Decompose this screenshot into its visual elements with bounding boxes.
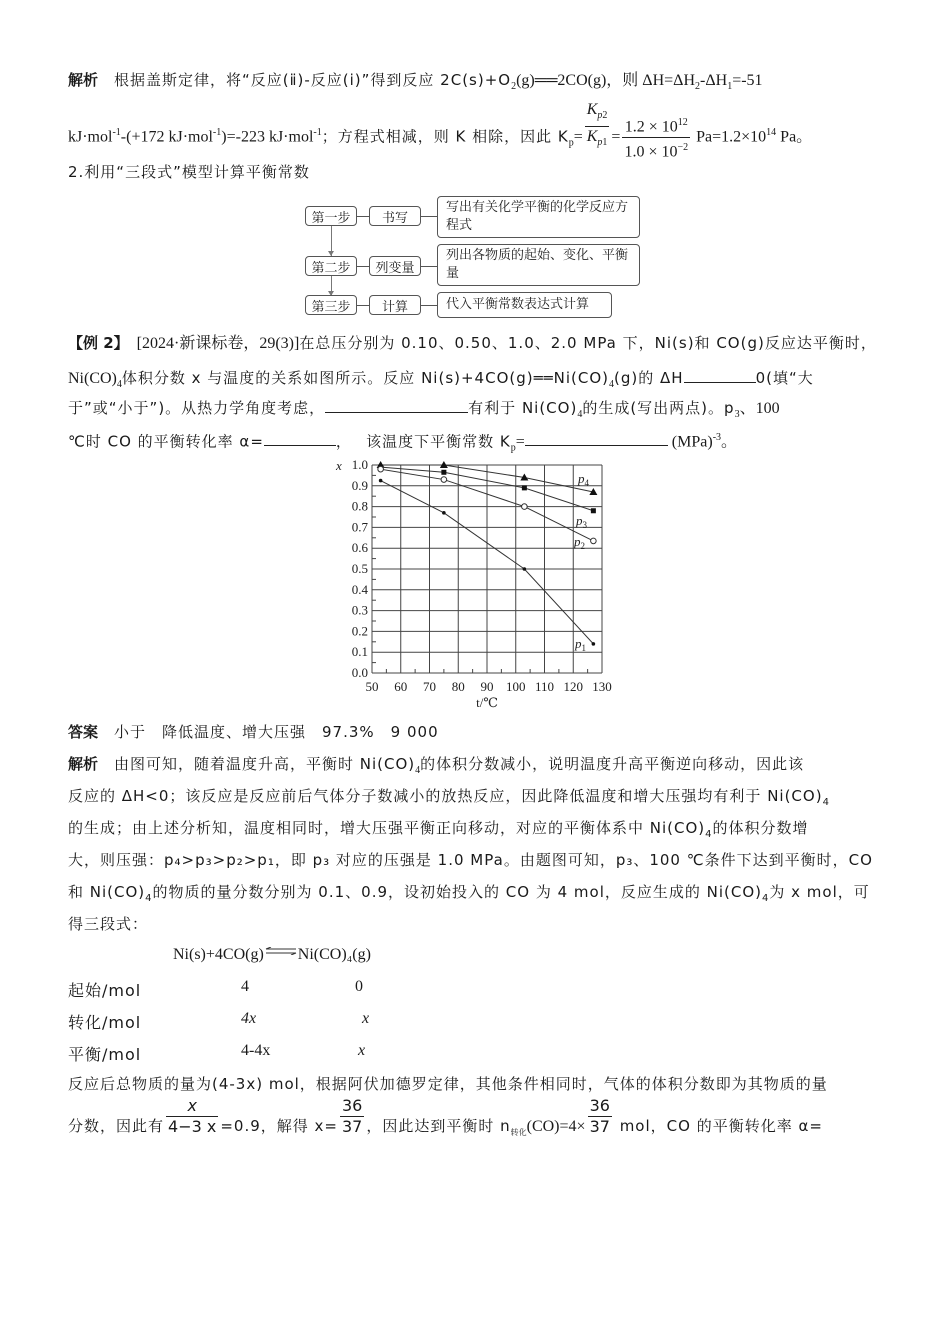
svg-text:t/℃: t/℃ xyxy=(476,695,498,710)
analysis2-line2: 反应的 ΔH<0；该反应是反应前后气体分子数减小的放热反应，因此降低温度和增大压强均有利于 $Ni(CO)_4$ xyxy=(68,787,830,808)
flow-step-1: 第一步 xyxy=(305,206,357,226)
fraction-36-37-b: $\frac{36}{37}$ xyxy=(589,1095,610,1136)
svg-text:0.9: 0.9 xyxy=(351,477,368,493)
svg-text:90: 90 xyxy=(480,679,494,694)
svg-text:130: 130 xyxy=(592,679,612,694)
fraction-x: $\frac{x}{4-3 x}$ xyxy=(168,1095,217,1136)
svg-text:0.4: 0.4 xyxy=(351,581,368,597)
flow-step-2: 第二步 xyxy=(305,256,357,276)
flow-desc-2: 列出各物质的起始、变化、平衡量 xyxy=(437,244,640,286)
conclusion-line1: 反应后总物质的量为(4-3x) mol，根据阿伏加德罗定律，其他条件相同时，气体的体积分数即为其物质的量 xyxy=(68,1075,828,1093)
row-equilibrium-nico: x xyxy=(358,1042,366,1059)
answer-blank-deltaH[interactable] xyxy=(684,366,756,383)
flow-desc-3: 代入平衡常数表达式计算 xyxy=(437,292,612,318)
example-line4: ℃时 CO 的平衡转化率 α= ， 该温度下平衡常数 $K_p= (MPa)^{-3}$。 xyxy=(68,428,737,459)
svg-text:0.5: 0.5 xyxy=(351,561,368,576)
row-change-co: 4x xyxy=(241,1010,257,1027)
flow-action-3: 计算 xyxy=(369,295,421,315)
answer-label: 答案 xyxy=(68,723,99,741)
flow-desc-1: 写出有关化学平衡的化学反应方程式 xyxy=(437,196,640,238)
svg-text:p1: $p_1$ xyxy=(575,636,586,653)
flow-step-3: 第三步 xyxy=(305,295,357,315)
svg-text:0.7: 0.7 xyxy=(351,519,368,535)
svg-text:80: 80 xyxy=(451,679,465,694)
row-label-initial: 起始/mol xyxy=(68,981,142,1000)
svg-text:110: 110 xyxy=(534,679,555,694)
analysis2-line4: 大，则压强：p₄>p₃>p₂>p₁，即 p₃ 对应的压强是 1.0 MPa。由题图可知，p₃、100 ℃条件下达到平衡时，CO xyxy=(68,851,873,869)
answer-blank-conditions[interactable] xyxy=(325,396,468,413)
analysis1-line1: 解析 根据盖斯定律，将“反应(ⅱ)-反应(ⅰ)”得到反应 $2C(s)+O_2(g)══2CO(g)$，则 $\Delta H=\Delta H_2-\Delta H_1=-51$ xyxy=(68,71,763,93)
answer-blank-alpha[interactable] xyxy=(264,429,336,446)
example-line3: 于”或“小于”)。从热力学角度考虑， 有利于 $Ni(CO)_4$的生成(写出两点)。$p_3$、100 xyxy=(68,396,780,425)
svg-text:0.6: 0.6 xyxy=(351,540,368,556)
example-line1: 【例 2】 [2024·新课标卷，29(3)]在总压分别为 0.10、0.50、1.0、2.0 MPa 下，Ni(s)和 CO(g)反应达平衡时， xyxy=(68,334,877,352)
chart-labels xyxy=(335,457,612,710)
svg-text:1.0: 1.0 xyxy=(351,457,368,472)
svg-text:0.3: 0.3 xyxy=(351,602,368,618)
three-stage-equation: Ni(s)+4CO(g) Ni(CO)₄(g) xyxy=(173,946,371,964)
analysis2-line5: 和 $Ni(CO)_4$的物质的量分数分别为 0.1、0.9，设初始投入的 CO 为 4 mol，反应生成的 $Ni(CO)_4$为 x mol，可 xyxy=(68,883,870,904)
svg-text:p3: $p_3$ xyxy=(576,513,587,530)
row-label-equilibrium: 平衡/mol xyxy=(68,1045,142,1064)
line-chart xyxy=(325,455,625,715)
row-label-change: 转化/mol xyxy=(68,1013,142,1032)
row-equilibrium-co: 4-4x xyxy=(241,1042,271,1059)
chart-grid xyxy=(372,465,602,673)
analysis2-line6: 得三段式： xyxy=(68,915,149,933)
example-line2: $Ni(CO)_4$体积分数 x 与温度的关系如图所示。反应 $Ni(s)+4CO(g)══Ni(CO)_4(g)$的 ΔH 0(填“大 xyxy=(68,366,814,395)
answer-blank-kp[interactable] xyxy=(525,429,668,446)
row-initial-nico: 0 xyxy=(355,978,363,995)
svg-text:0.0: 0.0 xyxy=(351,665,368,680)
svg-text:50: 50 xyxy=(365,679,379,694)
fraction-36-37: $\frac{36}{37}$ xyxy=(341,1095,363,1136)
section-title: 2.利用“三段式”模型计算平衡常数 xyxy=(68,163,310,181)
example-label: 【例 2】 xyxy=(68,334,129,352)
answer-text: 小于 降低温度、增大压强 97.3% 9 000 xyxy=(114,723,439,741)
row-change-nico: x xyxy=(362,1010,370,1027)
svg-text:120: 120 xyxy=(563,679,583,694)
analysis2-line3: 的生成；由上述分析知，温度相同时，增大压强平衡正向移动，对应的平衡体系中 $Ni(CO)_4$的体积分数增 xyxy=(68,819,809,840)
chart-axes xyxy=(372,475,588,673)
conclusion-line2: 分数，因此有 $\frac{x}{4-3 x}$ =0.9，解得 x= $\frac{36}{37}$ ，因此达到平衡时 $n_{转化}(CO)=4\times$ $\frac{36}{37}$ mol，CO 的平衡转化率 α= xyxy=(68,1095,823,1138)
analysis-label: 解析 xyxy=(68,71,99,89)
example-source: [2024·新课标卷，29(3)] xyxy=(136,335,300,352)
analysis1-line2: kJ·mol$^{-1}$-(+172 kJ·mol$^{-1}$)=-223 kJ·mol$^{-1}$；方程式相减，则 K 相除，因此 $K_p=$ $\frac{K_{p2}}{K_{p1}}$ = $\frac{1.2 \times 10^{12}}{1.0 \times 10^{-2}}$ $Pa=1.2\times 10^{14}$ Pa。 xyxy=(68,101,813,161)
svg-text:60: 60 xyxy=(394,679,408,694)
analysis2-line1: 解析 由图可知，随着温度升高，平衡时 $Ni(CO)_4$的体积分数减小，说明温度升高平衡逆向移动，因此该 xyxy=(68,755,805,777)
svg-text:0.1: 0.1 xyxy=(351,644,368,660)
flow-action-2: 列变量 xyxy=(369,256,421,276)
svg-text:p4: $p_4$ xyxy=(578,471,589,488)
svg-text:70: 70 xyxy=(423,679,436,694)
kp-ratio-fraction: $\frac{K_{p2}}{K_{p1}}$ xyxy=(586,101,608,149)
flow-action-1: 书写 xyxy=(369,206,421,226)
svg-text:x: x xyxy=(336,458,342,473)
svg-text:p2: $p_2$ xyxy=(574,534,585,551)
row-initial-co: 4 xyxy=(241,978,249,995)
svg-text:0.8: 0.8 xyxy=(351,498,368,514)
svg-text:0.2: 0.2 xyxy=(351,623,368,639)
kp-value-fraction: $\frac{1.2 \times 10^{12}}{1.0 \times 10^{-2}}$ xyxy=(622,113,690,163)
equilibrium-arrow-icon xyxy=(264,942,298,960)
svg-text:100: 100 xyxy=(506,679,526,694)
answer-line xyxy=(68,722,439,743)
